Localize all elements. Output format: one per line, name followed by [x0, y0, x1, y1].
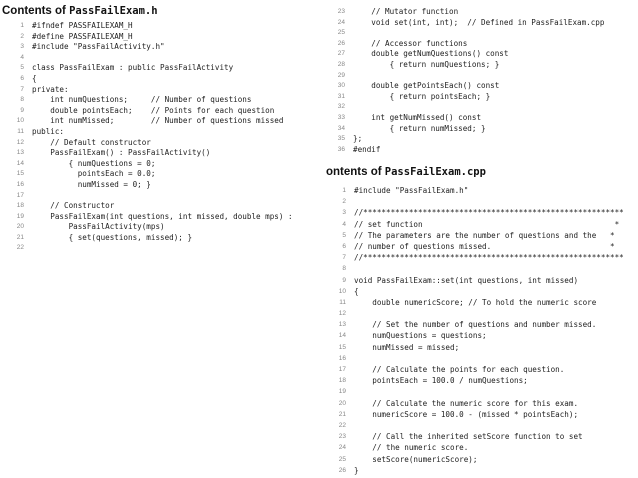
line-number: 15	[16, 170, 24, 178]
code-line	[326, 219, 636, 230]
code-line	[326, 308, 636, 319]
code-text: int numQuestions; // Number of questions	[32, 95, 252, 105]
line-number: 20	[16, 223, 24, 231]
code-line	[325, 49, 636, 60]
code-text	[345, 102, 353, 113]
code-text: // Set the number of questions and number missed.	[354, 320, 597, 330]
cpp-file-name: PassFailExam.cpp	[384, 166, 486, 178]
code-line	[326, 454, 636, 465]
line-number: 17	[16, 191, 24, 199]
line-number: 2	[20, 32, 24, 40]
code-text: double getPointsEach() const	[353, 81, 500, 91]
line-number: 10	[338, 287, 346, 295]
code-line	[326, 409, 636, 420]
line-number: 9	[20, 106, 24, 114]
line-number: 1	[342, 187, 346, 194]
code-text	[346, 308, 354, 319]
code-text: //*********************************************************	[354, 208, 624, 218]
header-file-title-prefix: Contents of	[2, 5, 70, 17]
code-text	[345, 28, 353, 39]
code-text: class PassFailExam : public PassFailActivity	[32, 63, 234, 73]
line-number: 12	[338, 310, 346, 318]
code-line	[326, 207, 636, 218]
code-text: { numQuestions = 0;	[32, 158, 156, 168]
code-line	[326, 252, 636, 263]
line-number: 23	[338, 433, 346, 441]
code-text: double getNumQuestions() const	[353, 49, 509, 59]
line-number: 24	[338, 444, 346, 452]
line-number: 26	[337, 39, 345, 47]
code-line	[326, 375, 636, 386]
code-line	[326, 330, 636, 341]
header-file-heading	[2, 4, 324, 18]
line-number: 36	[337, 145, 345, 153]
header-file-listing-right	[325, 7, 636, 155]
code-line	[326, 442, 636, 453]
code-line	[325, 92, 636, 103]
code-line	[326, 286, 636, 297]
line-number: 22	[16, 244, 24, 252]
line-number: 3	[20, 43, 24, 51]
code-text: numMissed = missed;	[354, 342, 460, 352]
code-line	[326, 275, 636, 286]
code-line	[2, 159, 324, 170]
header-file-lines-part1	[2, 21, 324, 254]
code-line	[2, 180, 324, 191]
code-text: // Mutator function	[353, 7, 459, 16]
line-number: 32	[337, 103, 345, 111]
line-number: 30	[337, 82, 345, 90]
code-text	[24, 191, 32, 202]
code-text: int numMissed; // Number of questions missed	[32, 116, 284, 126]
code-text: numQuestions = questions;	[354, 331, 487, 341]
line-number: 6	[20, 74, 24, 82]
line-number: 25	[337, 29, 345, 37]
code-line	[325, 81, 636, 92]
code-text: #include "PassFailActivity.h"	[32, 42, 165, 52]
code-line	[2, 32, 324, 43]
line-number: 19	[16, 212, 24, 220]
line-number: 3	[342, 209, 346, 217]
code-text	[345, 71, 353, 82]
code-text: // Default constructor	[32, 137, 151, 147]
code-line	[326, 465, 636, 476]
code-line	[325, 18, 636, 29]
line-number: 8	[20, 96, 24, 104]
code-text: public:	[32, 126, 65, 136]
code-text: double pointsEach; // Points for each question	[32, 105, 275, 115]
code-line	[326, 241, 636, 252]
code-text: pointsEach = 0.0;	[32, 169, 156, 179]
line-number: 28	[337, 60, 345, 68]
line-number: 18	[338, 377, 346, 385]
code-line	[2, 127, 324, 138]
line-number: 14	[16, 159, 24, 167]
line-number: 35	[337, 135, 345, 143]
code-text: {	[354, 286, 359, 296]
line-number: 9	[342, 276, 346, 284]
code-text: { set(questions, missed); }	[32, 232, 193, 242]
code-line	[326, 342, 636, 353]
code-text: pointsEach = 100.0 / numQuestions;	[354, 376, 528, 386]
code-line	[326, 431, 636, 442]
line-number: 12	[16, 138, 24, 146]
code-line	[326, 364, 636, 375]
code-text: };	[353, 134, 363, 144]
line-number: 33	[337, 113, 345, 121]
code-text: // Calculate the points for each question.	[354, 365, 565, 374]
code-text: // Constructor	[32, 201, 115, 211]
line-number: 31	[337, 92, 345, 100]
code-line	[326, 263, 636, 274]
line-number: 5	[342, 231, 346, 239]
code-line	[325, 145, 636, 156]
code-text: PassFailExam() : PassFailActivity()	[32, 148, 211, 158]
code-text: numMissed = 0; }	[32, 179, 151, 189]
code-text: //*********************************************************	[354, 253, 624, 263]
code-text: // Call the inherited setScore function to set	[354, 432, 583, 442]
line-number: 7	[342, 254, 346, 262]
code-text: { return numQuestions; }	[353, 59, 500, 69]
line-number: 26	[338, 466, 346, 474]
line-number: 18	[16, 202, 24, 210]
line-number: 29	[337, 71, 345, 79]
header-file-name: PassFailExam.h	[69, 5, 158, 17]
line-number: 16	[338, 354, 346, 362]
code-text: { return numMissed; }	[353, 123, 486, 133]
line-number: 25	[338, 455, 346, 463]
line-number: 11	[17, 127, 24, 135]
code-text: void PassFailExam::set(int questions, int missed)	[354, 275, 579, 285]
code-line	[2, 21, 324, 32]
line-number: 4	[342, 220, 346, 228]
code-line	[2, 243, 324, 254]
line-number: 4	[20, 53, 24, 61]
code-line	[2, 74, 324, 85]
code-line	[325, 102, 636, 113]
code-line	[325, 7, 636, 18]
code-text: }	[354, 465, 359, 475]
code-text	[24, 53, 32, 64]
code-text: setScore(numericScore);	[354, 454, 478, 464]
code-line	[325, 134, 636, 145]
line-number: 1	[20, 22, 24, 29]
line-number: 7	[20, 85, 24, 93]
code-text: #define PASSFAILEXAM_H	[32, 31, 133, 41]
code-line	[2, 63, 324, 74]
code-text: // Accessor functions	[353, 38, 468, 48]
line-number: 19	[338, 388, 346, 396]
line-number: 10	[16, 117, 24, 125]
code-text: #endif	[353, 144, 381, 154]
code-text: {	[32, 73, 37, 83]
code-line	[2, 106, 324, 117]
code-text	[346, 196, 354, 207]
line-number: 14	[338, 332, 346, 340]
code-text: #ifndef PASSFAILEXAM_H	[32, 21, 133, 30]
line-number: 11	[339, 298, 346, 306]
line-number: 24	[337, 18, 345, 26]
code-line	[325, 28, 636, 39]
code-text: void set(int, int); // Defined in PassFailExam.cpp	[353, 17, 605, 27]
code-line	[325, 60, 636, 71]
line-number: 27	[337, 50, 345, 58]
line-number: 20	[338, 399, 346, 407]
line-number: 6	[342, 242, 346, 250]
code-text: numericScore = 100.0 - (missed * pointsEach);	[354, 409, 579, 419]
code-line	[326, 297, 636, 308]
code-line	[326, 353, 636, 364]
line-number: 5	[20, 64, 24, 72]
line-number: 15	[338, 343, 346, 351]
line-number: 23	[337, 8, 345, 15]
code-line	[2, 212, 324, 223]
code-line	[2, 42, 324, 53]
code-line	[325, 71, 636, 82]
code-line	[326, 319, 636, 330]
code-line	[2, 169, 324, 180]
code-line	[326, 196, 636, 207]
code-line	[2, 222, 324, 233]
line-number: 21	[338, 410, 346, 418]
line-number: 22	[338, 421, 346, 429]
header-file-listing-left	[2, 4, 324, 254]
cpp-file-heading	[326, 165, 636, 179]
code-text	[346, 386, 354, 397]
code-text: { return pointsEach; }	[353, 91, 491, 101]
code-text	[346, 263, 354, 274]
line-number: 8	[342, 265, 346, 273]
code-line	[2, 95, 324, 106]
code-text: PassFailActivity(mps)	[32, 222, 165, 232]
code-line	[325, 39, 636, 50]
line-number: 21	[16, 233, 24, 241]
code-text: double numericScore; // To hold the numeric score	[354, 297, 597, 307]
line-number: 2	[342, 198, 346, 206]
code-line	[326, 398, 636, 409]
code-text	[346, 353, 354, 364]
cpp-file-lines	[326, 185, 636, 476]
line-number: 13	[16, 149, 24, 157]
code-text: // Calculate the numeric score for this exam.	[354, 398, 579, 408]
code-text: // set function *	[354, 219, 620, 229]
line-number: 16	[16, 180, 24, 188]
code-text	[346, 420, 354, 431]
code-line	[2, 148, 324, 159]
code-line	[325, 124, 636, 135]
cpp-file-listing	[326, 165, 636, 476]
line-number: 17	[338, 366, 346, 373]
code-text: PassFailExam(int questions, int missed, double mps) :	[32, 211, 293, 221]
code-line	[2, 116, 324, 127]
code-line	[2, 85, 324, 96]
code-line	[2, 53, 324, 64]
code-line	[2, 138, 324, 149]
code-text: // The parameters are the number of questions and the *	[354, 230, 615, 240]
code-text: int getNumMissed() const	[353, 112, 482, 122]
line-number: 13	[338, 321, 346, 329]
code-line	[325, 113, 636, 124]
code-text: // number of questions missed. *	[354, 241, 615, 251]
line-number: 34	[337, 124, 345, 132]
code-line	[326, 420, 636, 431]
header-file-lines-part2	[325, 7, 636, 155]
code-text	[24, 243, 32, 254]
code-line	[326, 185, 636, 196]
code-line	[2, 191, 324, 202]
cpp-file-title-prefix: ontents of	[326, 166, 385, 178]
code-text: // the numeric score.	[354, 443, 469, 453]
code-line	[326, 230, 636, 241]
code-line	[2, 201, 324, 212]
code-text: #include "PassFailExam.h"	[354, 186, 469, 195]
code-text: private:	[32, 84, 69, 94]
code-line	[2, 233, 324, 244]
code-line	[326, 386, 636, 397]
